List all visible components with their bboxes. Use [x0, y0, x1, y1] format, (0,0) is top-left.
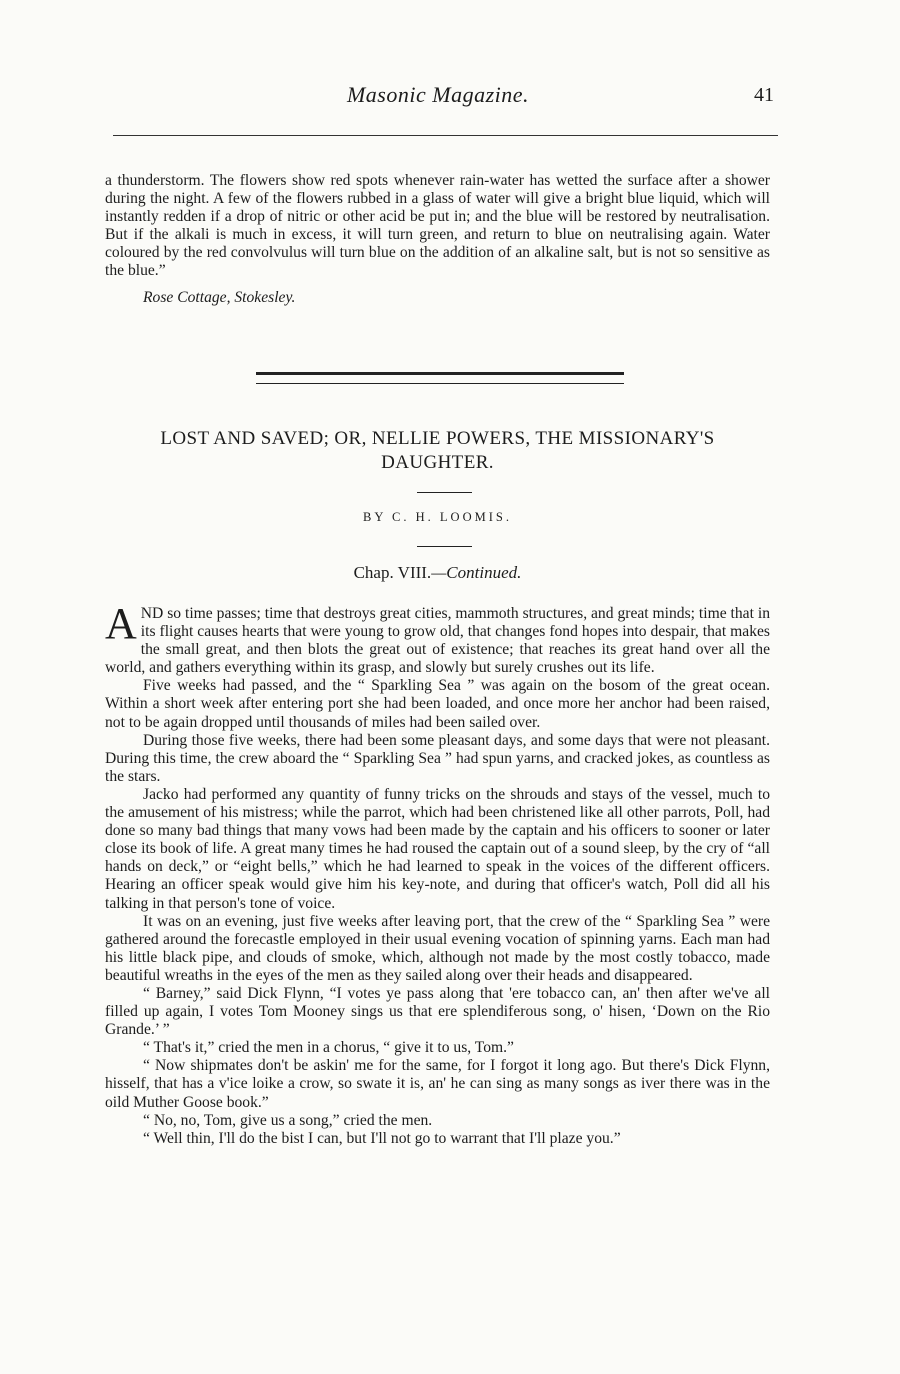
byline-rule	[417, 546, 472, 547]
drop-cap: A	[105, 599, 137, 648]
dialogue-paragraph: “ That's it,” cried the men in a chorus, “ give it to us, Tom.”	[143, 1039, 514, 1057]
story-paragraph: During those five weeks, there had been some pleasant days, and some days that were not pleasant. During this time, the crew aboard the “ Sparkling Sea ” had spun yarns, and cracked jokes, as countless as the stars.	[105, 731, 770, 785]
header-rule	[113, 135, 778, 136]
story-paragraph: It was on an evening, just five weeks after leaving port, that the crew of the “ Sparkling Sea ” were gathered around the forecastle employed in their usual evening vocation of spinning yarns. Each man had his little black pipe, and clouds of smoke, which, although not made by the most costly tobacco, made beautiful wreaths in the eyes of the men as they sailed along over their heads and disappeared.	[105, 912, 770, 984]
first-paragraph-text: ND so time passes; time that destroys great cities, mammoth structures, and great minds; time that in its flight causes hearts that were young to grow old, that changes fond hopes into despair, that makes the small great, and then blots the great out of existence; that reaches its great hand over all the world, and gathers everything within its grasp, and slowly but surely crushes out its life.	[105, 605, 770, 677]
story-body	[105, 599, 770, 1148]
dialogue-paragraph: “ Barney,” said Dick Flynn, “I votes ye pass along that 'ere tobacco can, an' then after we've all filled up again, I votes Tom Mooney sings us that ere splendiferous song, o' hisen, ‘Down on the Rio Grande.’ ”	[105, 984, 770, 1039]
page-number: 41	[754, 84, 774, 106]
previous-article-signoff: Rose Cottage, Stokesley.	[143, 288, 296, 306]
dialogue-paragraph: “ Well thin, I'll do the bist I can, but I'll not go to warrant that I'll plaze you.”	[143, 1129, 621, 1147]
dialogue-paragraph: “ No, no, Tom, give us a song,” cried the men.	[143, 1111, 433, 1129]
story-paragraph: Five weeks had passed, and the “ Sparkling Sea ” was again on the bosom of the great ocean. Within a short week after entering port she had been loaded, and once more her anchor had been raised, not to be again dropped until thousands of miles had been sailed over.	[105, 677, 770, 731]
title-rule	[417, 492, 472, 493]
section-divider	[256, 372, 624, 384]
chapter-heading	[105, 563, 770, 583]
story-paragraph	[105, 599, 770, 677]
previous-article-paragraph: a thunderstorm. The flowers show red spots whenever rain-water has wetted the surface after a shower during the night. A few of the flowers rubbed in a glass of water will give a bright blue liquid, which will instantly redden if a drop of nitric or other acid be put in; and the blue will be restored by neutralisation. But if the alkali is much in excess, it will turn green, and return to blue on neutralising again. Water coloured by the red convolvulus will turn blue on the addition of an alkaline salt, but is not so sensitive as the blue.”	[105, 172, 770, 280]
chapter-number: Chap. VIII.	[353, 563, 432, 582]
story-title: LOST AND SAVED; OR, NELLIE POWERS, THE MISSIONARY'S DAUGHTER.	[160, 428, 715, 473]
previous-article	[105, 172, 770, 307]
running-head	[108, 82, 774, 116]
dialogue-paragraph: “ Now shipmates don't be askin' me for the same, for I forgot it long ago. But there's Dick Flynn, hisself, that has a v'ice loike a crow, so swate it is, an' he can sing as many songs as iver there was in the oild Muther Goose book.”	[105, 1057, 770, 1111]
byline: BY C. H. LOOMIS.	[363, 510, 512, 524]
story-paragraph: Jacko had performed any quantity of funny tricks on the shrouds and stays of the vessel, much to the amusement of his mistress; while the parrot, which had been christened like all other parrots, Poll, had done so many bad things that many vows had been made by the captain and his officers to sooner or later close its book of life. A great many times he had roused the captain out of a sound sleep, by the cry of “all hands on deck,” or “eight bells,” which he had learned to speak in the voices of the different officers. Hearing an officer speak would give him his key-note, and during that officer's watch, Poll did all his talking in that person's tone of voice.	[105, 785, 770, 912]
chapter-continued: —Continued.	[431, 563, 522, 582]
running-title: Masonic Magazine.	[346, 82, 530, 107]
